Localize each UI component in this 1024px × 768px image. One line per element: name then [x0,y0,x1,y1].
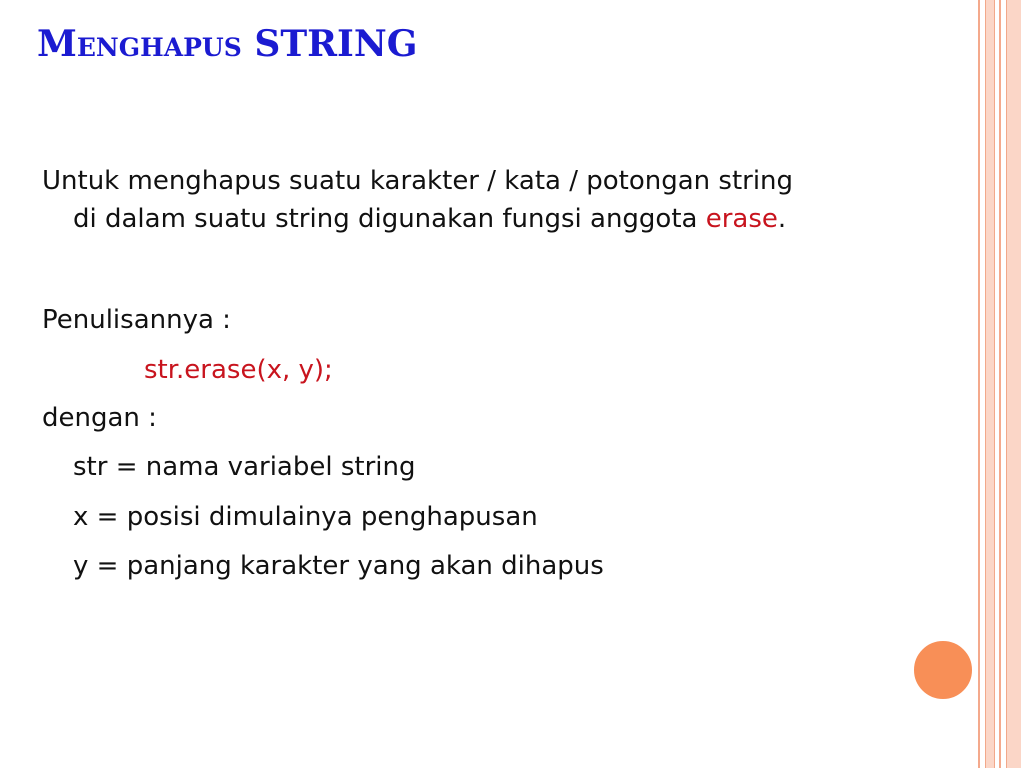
decorative-stripe [1006,0,1021,768]
definition-y: y = panjang karakter yang akan dihapus [73,551,604,581]
syntax-label: Penulisannya : [42,305,231,335]
intro-line-1: Untuk menghapus suatu karakter / kata / potongan string [42,166,794,196]
intro-period: . [777,204,787,234]
intro-paragraph [42,162,793,238]
decorative-circle [912,639,974,701]
intro-line-2 [42,200,793,238]
syntax-code: str.erase(x, y); [144,355,333,385]
decorative-stripe [999,0,1001,768]
dengan-label: dengan : [42,403,157,433]
title-word: Menghapus [37,23,242,65]
intro-line-2-text: di dalam suatu string digunakan fungsi anggota [73,204,706,234]
title-tail: STRING [254,23,418,65]
erase-keyword: erase [705,204,778,234]
definition-x: x = posisi dimulainya penghapusan [73,502,538,532]
decorative-stripe [985,0,995,768]
slide-title [37,20,418,68]
decorative-stripe [978,0,980,768]
definition-str: str = nama variabel string [73,452,416,482]
